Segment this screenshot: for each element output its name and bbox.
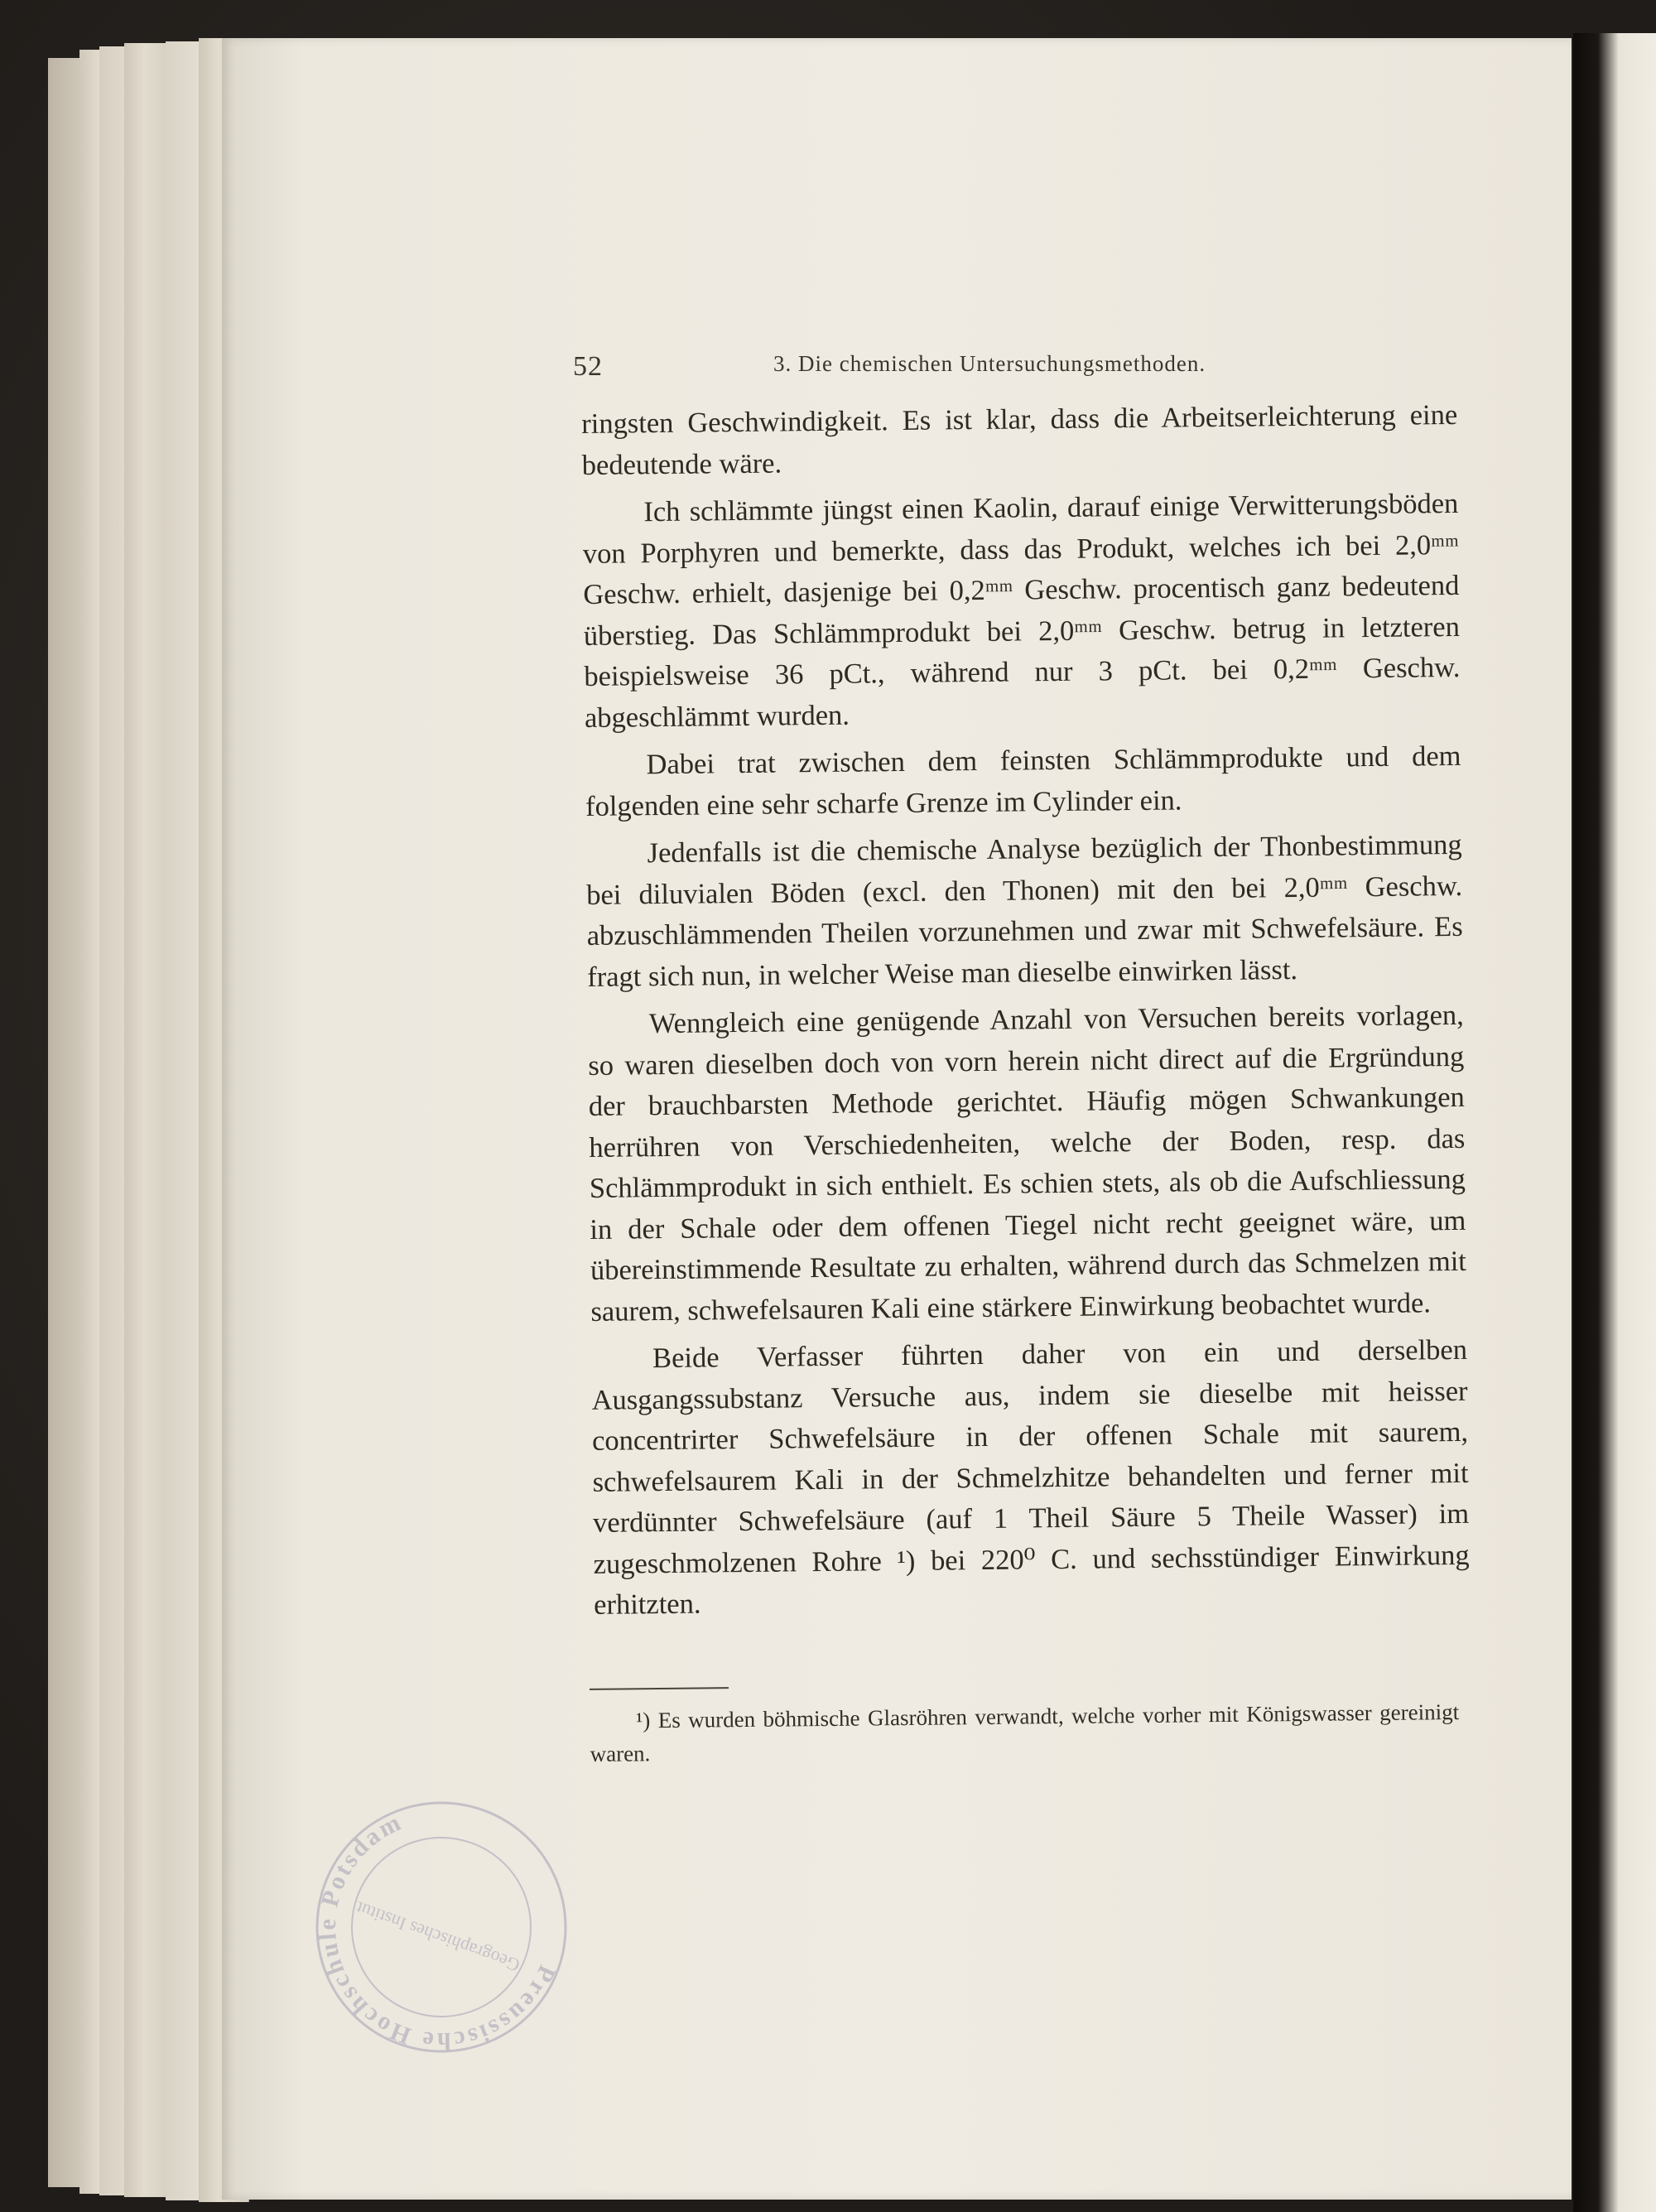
stamp-outer-text: Preussische Hochschule Potsdam bbox=[313, 1807, 561, 2055]
paragraph: Ich schlämmte jüngst einen Kaolin, darauf einige Verwitterungsböden von Porphyren und bemerkte, dass das Produkt, welches ich bei 2,0ᵐᵐ Geschw. erhielt, dasjenige bei 0,2ᵐᵐ Geschw. procentisch ganz bedeutend überstieg. Das Schlämmprodukt bei 2,0ᵐᵐ Geschw. betrug in letzteren beispielsweise 36 pCt., während nur 3 pCt. bei 0,2ᵐᵐ Geschw. abgeschlämmt wurden. bbox=[582, 487, 1461, 734]
paragraph: ringsten Geschwindigkeit. Es ist klar, dass die Arbeitserleichterung eine bedeutende wäre. bbox=[581, 398, 1458, 481]
paragraph: Wenngleich eine genügende Anzahl von Versuchen bereits vorlagen, so waren dieselben doch von vorn herein nicht direct auf die Ergründung der brauchbarsten Methode gerichtet. Häufig mögen Schwankungen herrühren von Verschiedenheiten, welche der Boden, resp. das Schlämmprodukt in sich enthielt. Es schien stets, als ob die Aufschliessung in der Schale oder dem offenen Tiegel nicht recht geeignet wäre, um übereinstimmende Resultate zu erhalten, während durch das Schmelzen mit saurem, schwefelsauren Kali eine stärkere Einwirkung beobachtet wurde. bbox=[588, 999, 1467, 1328]
page-number: 52 bbox=[573, 351, 603, 382]
paragraph: Beide Verfasser führten daher von ein und derselben Ausgangssubstanz Versuche aus, indem sie dieselbe mit heisser concentrirter Schwefelsäure in der offenen Schale mit saurem, schwefelsaurem Kali in der Schmelzhitze behandelten und ferner mit verdünnter Schwefelsäure (auf 1 Theil Säure 5 Theile Wasser) im zugeschmolzenen Rohre ¹) bei 220⁰ C. und sechsstündiger Einwirkung erhitzten. bbox=[591, 1333, 1470, 1621]
stamp-inner-text: Geographisches Institut bbox=[353, 1897, 522, 1977]
page-header bbox=[573, 346, 1459, 388]
paragraph: Dabei trat zwischen dem feinsten Schlämmprodukte und dem folgenden eine sehr scharfe Grenze im Cylinder ein. bbox=[585, 740, 1461, 822]
facing-page-edge bbox=[1573, 33, 1656, 2212]
paragraph: Jedenfalls ist die chemische Analyse bezüglich der Thonbestimmung bei diluvialen Böden (excl. den Thonen) mit den bei 2,0ᵐᵐ Geschw. abzuschlämmenden Theilen vorzunehmen und zwar mit Schwefelsäure. Es fragt sich nun, in welcher Weise man dieselbe einwirken lässt. bbox=[586, 828, 1463, 993]
body-text bbox=[581, 395, 1470, 1632]
running-title: 3. Die chemischen Untersuchungsmethoden. bbox=[773, 351, 1206, 376]
library-stamp bbox=[305, 1790, 578, 2064]
footnote: ¹) Es wurden böhmische Glasröhren verwandt, welche vorher mit Königswasser gereinigt waren. bbox=[590, 1699, 1460, 1766]
